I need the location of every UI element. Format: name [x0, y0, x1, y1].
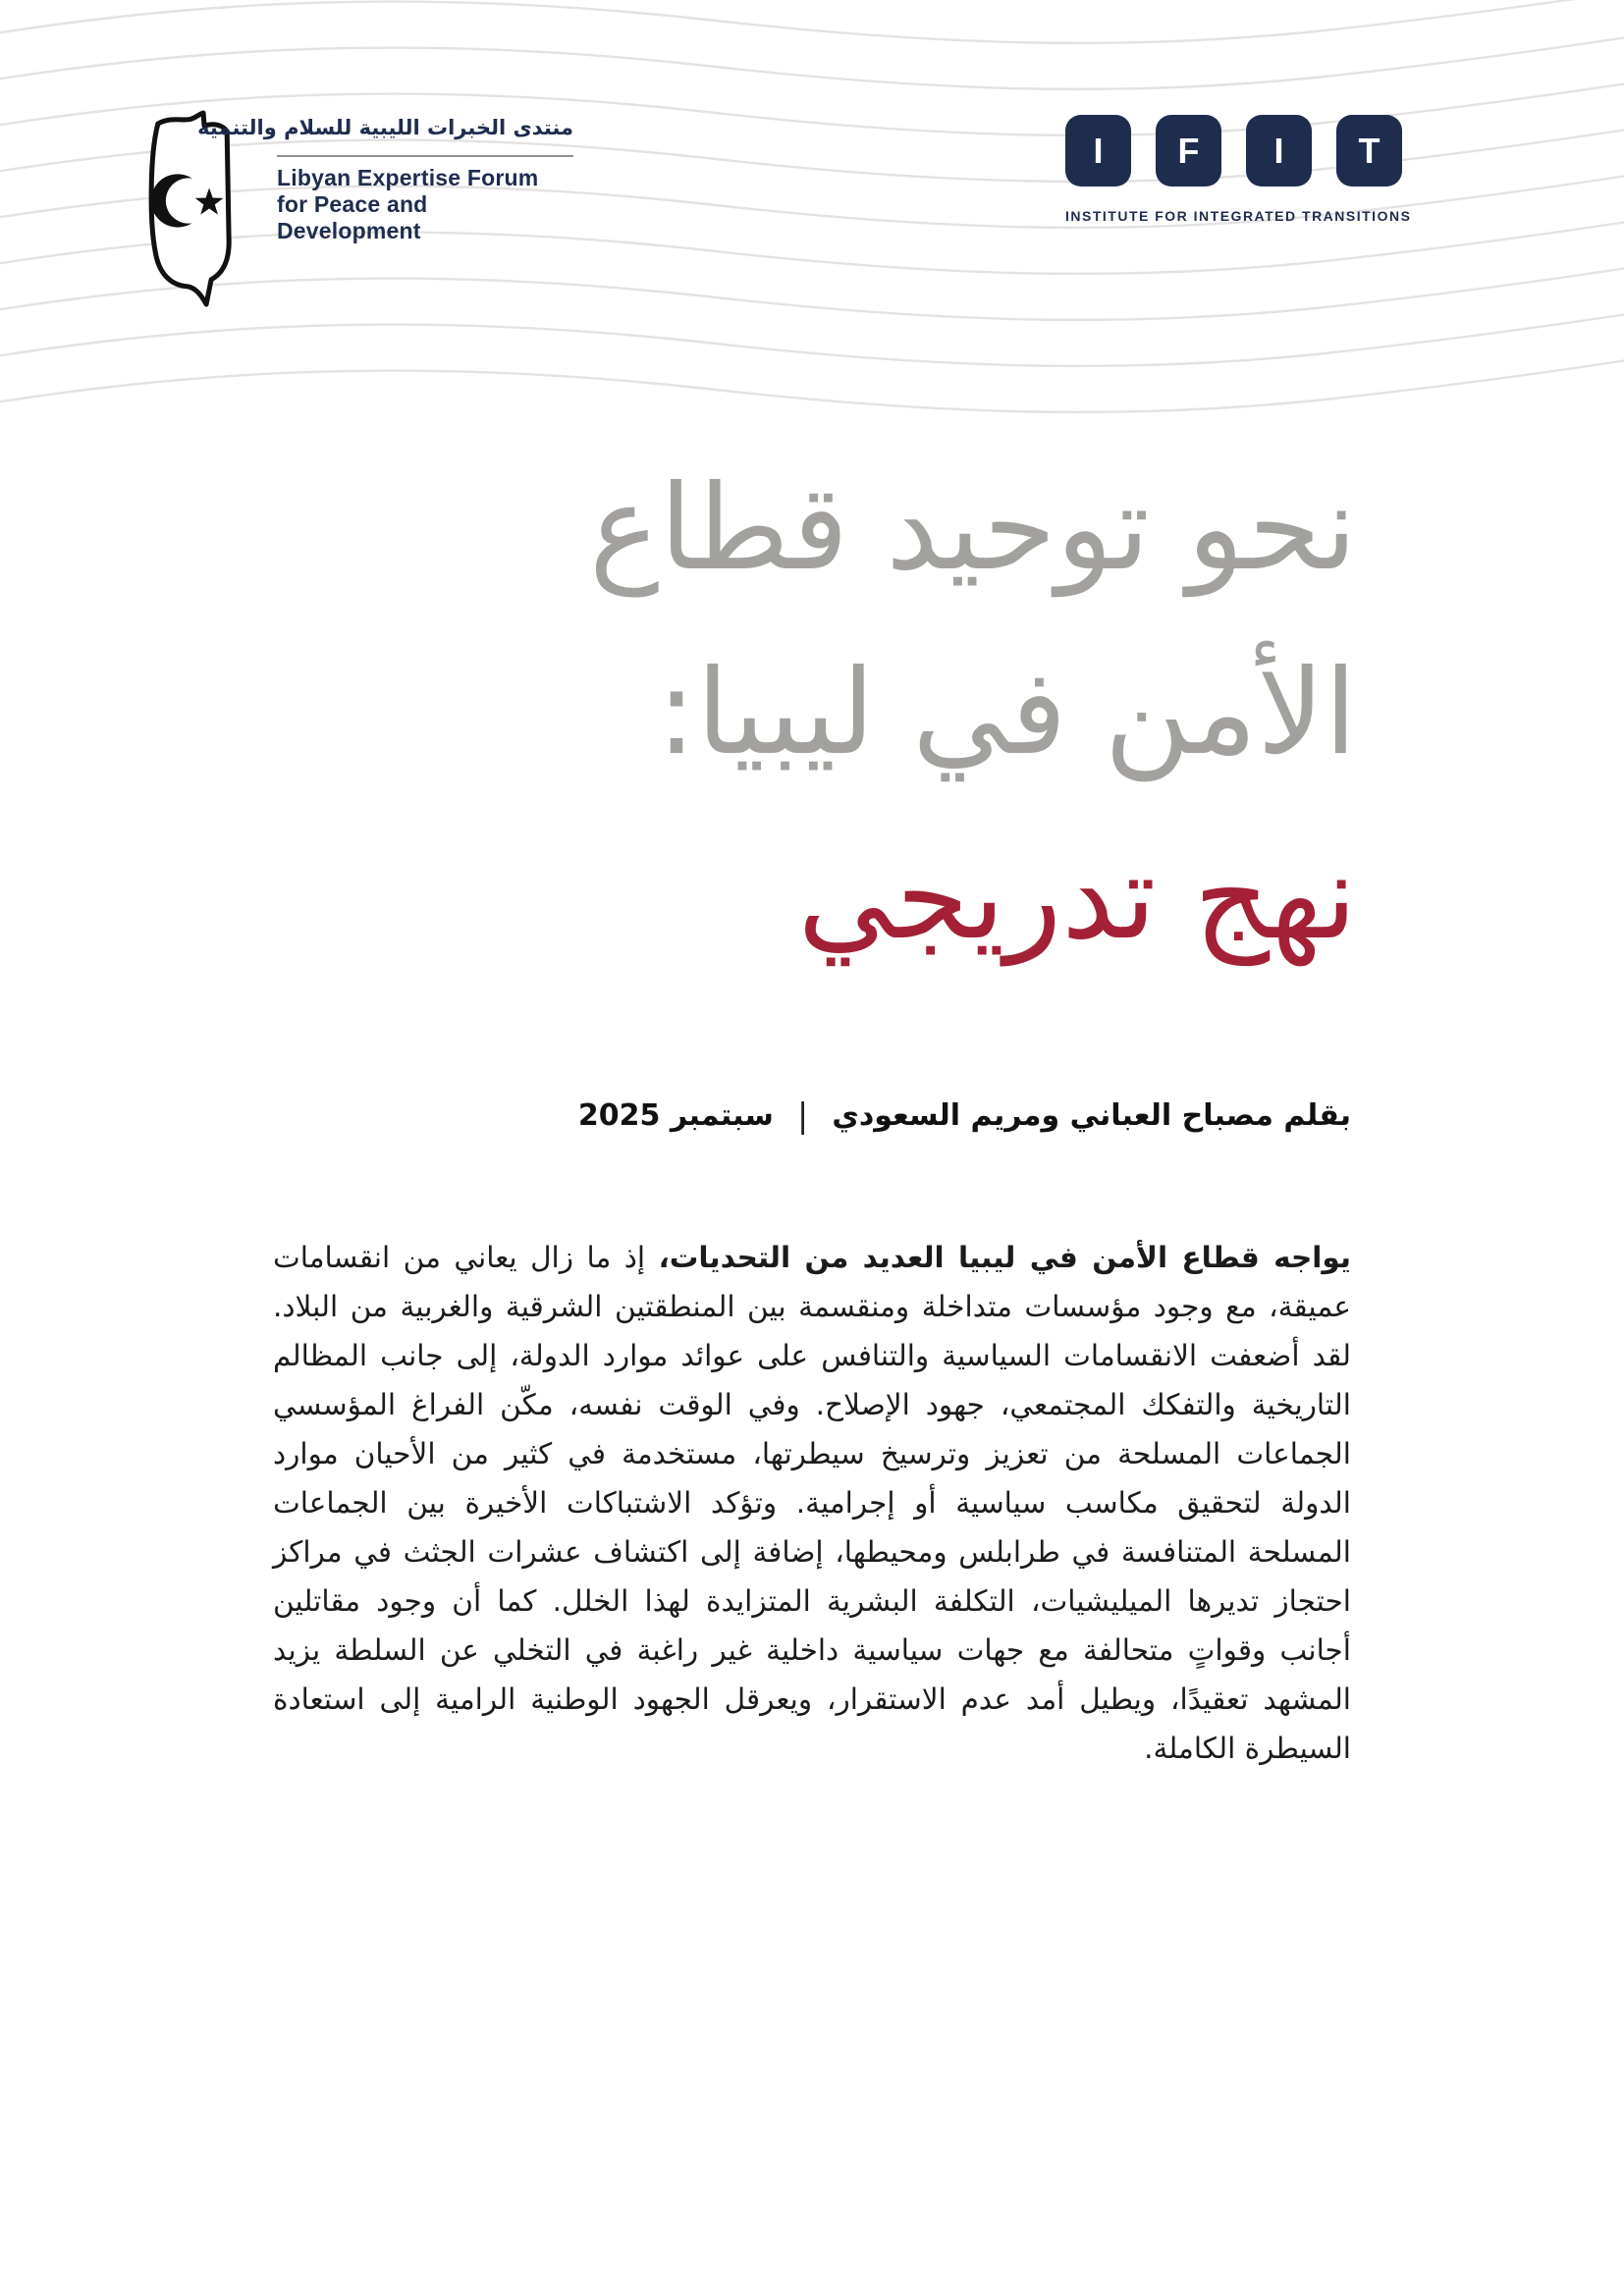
ifit-letter-tiles [1065, 115, 1411, 187]
byline [273, 1092, 1351, 1139]
body-paragraph [273, 1233, 1351, 1773]
ifit-tile-t [1336, 115, 1402, 187]
body-lead-bold: يواجه قطاع الأمن في ليبيا العديد من التحديات، [658, 1240, 1351, 1274]
ifit-tile-f [1156, 115, 1221, 187]
ifit-logo [1065, 115, 1411, 224]
page-title [216, 437, 1357, 990]
byline-authors: بقلم مصباح العباني ومريم السعودي [832, 1098, 1351, 1133]
lef-english-name-line1: Libyan Expertise Forum [277, 165, 539, 190]
lef-english-name-line2: for Peace and Development [277, 191, 428, 243]
title-line-1: نحو توحيد قطاع [589, 460, 1357, 597]
title-line-2: الأمن في ليبيا: [656, 645, 1357, 781]
ifit-letter: T [1358, 130, 1380, 171]
ifit-letter: I [1273, 130, 1284, 171]
byline-separator: | [796, 1096, 809, 1136]
ifit-letter: I [1093, 130, 1104, 171]
ifit-caption: INSTITUTE FOR INTEGRATED TRANSITIONS [1065, 208, 1412, 224]
lef-arabic-name: منتدى الخبرات الليبية للسلام والتنمية [197, 116, 573, 139]
lef-divider [277, 155, 573, 157]
ifit-letter: F [1177, 130, 1200, 171]
title-subtitle-red: نهج تدريجي [797, 829, 1357, 966]
ifit-tile-i1 [1065, 115, 1131, 187]
lef-logo-text [197, 112, 573, 244]
body-text-rest: إذ ما زال يعاني من انقسامات عميقة، مع وجود مؤسسات متداخلة ومنقسمة بين المنطقتين الشرقية والغربية من البلاد. لقد أضعفت الانقسامات السياسية والتنافس على عوائد موارد الدولة، إلى جانب المظالم التاريخية والتفكك المجتمعي، جهود الإصلاح. وفي الوقت نفسه، مكّن الفراغ المؤسسي الجماعات المسلحة من تعزيز وترسيخ سيطرتها، مستخدمة في كثير من الأحيان موارد الدولة لتحقيق مكاسب سياسية أو إجرامية. وتؤكد الاشتباكات الأخيرة بين الجماعات المسلحة المتنافسة في طرابلس ومحيطها، إضافة إلى اكتشاف عشرات الجثث في مراكز احتجاز تديرها الميليشيات، التكلفة البشرية المتزايدة لهذا الخلل. كما أن وجود مقاتلين أجانب وقواتٍ متحالفة مع جهات سياسية داخلية غير راغبة في التخلي عن السلطة يزيد المشهد تعقيدًا، ويطيل أمد عدم الاستقرار، ويعرقل الجهود الوطنية الرامية إلى استعادة السيطرة الكاملة. [273, 1240, 1351, 1765]
byline-date: سبتمبر 2025 [577, 1098, 774, 1133]
ifit-tile-i2 [1246, 115, 1312, 187]
